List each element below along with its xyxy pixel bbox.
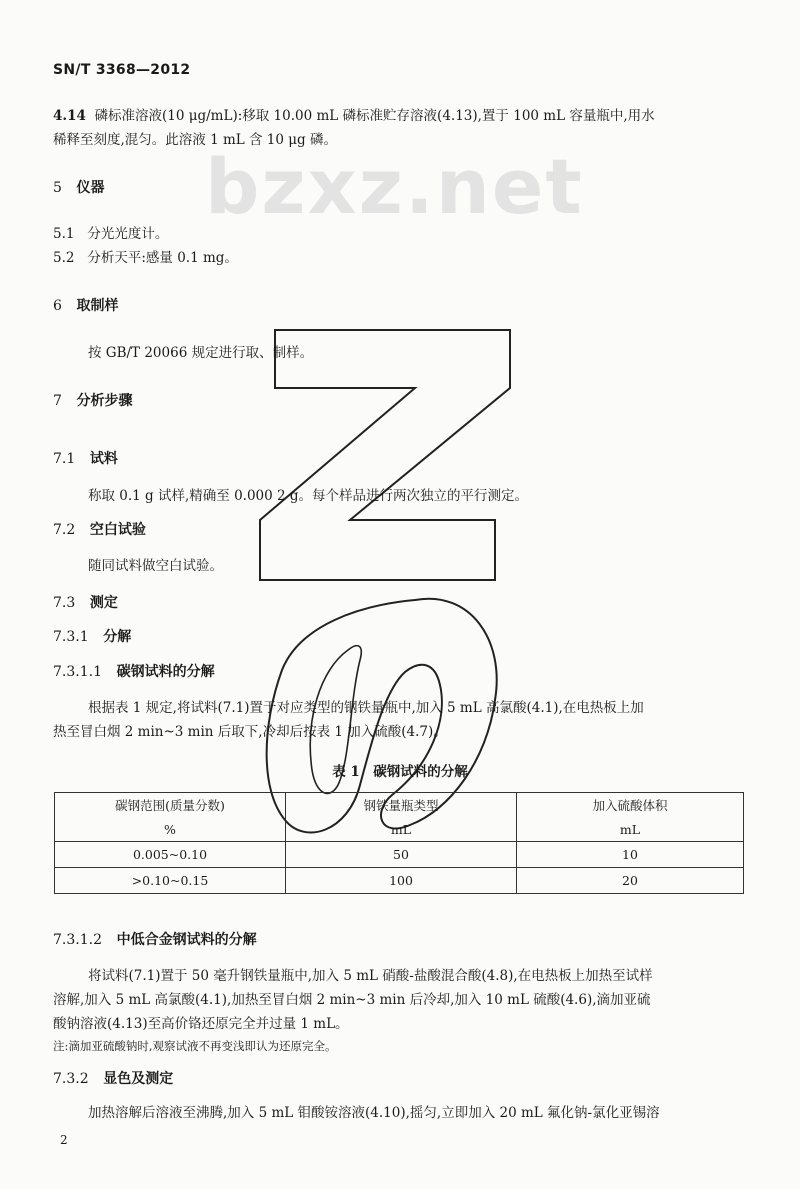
table-cell: 20	[517, 868, 744, 894]
section-number: 7	[53, 393, 62, 409]
section-number: 4.14	[53, 108, 86, 124]
header-unit-cell: mL	[517, 817, 744, 842]
section-number: 7.3.1.2	[53, 932, 102, 948]
section-number: 7.2	[53, 522, 76, 538]
section-7-2-heading	[53, 519, 146, 539]
para-7-2: 随同试料做空白试验。	[88, 558, 223, 574]
table-title: 表 1 碳钢试料的分解	[332, 764, 468, 780]
table-cell: 50	[286, 842, 517, 868]
section-title: 碳钢试料的分解	[116, 664, 215, 680]
header-cell: 钢铁量瓶类型	[286, 793, 517, 818]
table-cell: 100	[286, 868, 517, 894]
para-7-3-1-1-line1: 根据表 1 规定,将试料(7.1)置于对应类型的钢铁量瓶中,加入 5 mL 高氯酸(4.1),在电热板上加	[88, 700, 644, 716]
para-7-3-1-2-line1: 将试料(7.1)置于 50 毫升钢铁量瓶中,加入 5 mL 硝酸-盐酸混合酸(4.8),在电热板上加热至试样	[88, 968, 653, 984]
para-4-14-line1	[53, 106, 655, 126]
item-text: 分析天平:感量 0.1 mg。	[87, 250, 238, 266]
section-7-1-heading	[53, 448, 118, 468]
section-number: 5	[53, 180, 62, 196]
para-7-3-2-line1: 加热溶解后溶液至沸腾,加入 5 mL 钼酸铵溶液(4.10),摇匀,立即加入 20 mL 氟化钠-氯化亚锡溶	[88, 1105, 660, 1121]
section-title: 测定	[89, 595, 118, 611]
para-7-3-1-2-line2: 溶解,加入 5 mL 高氯酸(4.1),加热至冒白烟 2 min~3 min 后冷却,加入 10 mL 硫酸(4.6),滴加亚硫	[53, 992, 651, 1008]
para-4-14-line2: 稀释至刻度,混匀。此溶液 1 mL 含 10 μg 磷。	[53, 132, 337, 148]
section-number: 7.1	[53, 451, 76, 467]
section-title: 仪器	[76, 180, 105, 196]
table-row	[55, 868, 744, 894]
section-number: 7.3.1.1	[53, 664, 102, 680]
table-cell: 0.005~0.10	[55, 842, 286, 868]
section-7-3-1-1-heading	[53, 661, 215, 681]
section-title: 空白试验	[89, 522, 146, 538]
table-cell: 10	[517, 842, 744, 868]
para-6: 按 GB/T 20066 规定进行取、制样。	[88, 345, 314, 361]
section-7-3-1-2-heading	[53, 929, 257, 949]
header-unit-cell: %	[55, 817, 286, 842]
table-cell: >0.10~0.15	[55, 868, 286, 894]
header-unit-cell: mL	[286, 817, 517, 842]
section-number: 7.3	[53, 595, 76, 611]
item-text: 分光光度计。	[87, 226, 169, 242]
section-7-3-1-heading	[53, 626, 131, 646]
section-number: 7.3.1	[53, 629, 89, 645]
table-header-unit-row	[55, 817, 744, 842]
section-title: 中低合金钢试料的分解	[116, 932, 257, 948]
header-cell: 碳钢范围(质量分数)	[55, 793, 286, 818]
para-7-1: 称取 0.1 g 试样,精确至 0.000 2 g。每个样品进行两次独立的平行测定。	[88, 488, 529, 504]
para-7-3-1-2-line3: 酸钠溶液(4.13)至高价铬还原完全并过量 1 mL。	[53, 1016, 349, 1032]
item-number: 5.1	[53, 226, 75, 242]
note: 注:滴加亚硫酸钠时,观察试液不再变浅即认为还原完全。	[53, 1039, 337, 1053]
para-7-3-1-1-line2: 热至冒白烟 2 min~3 min 后取下,冷却后按表 1 加入硫酸(4.7)。	[53, 724, 447, 740]
section-5-heading	[53, 177, 105, 197]
doc-id: SN/T 3368—2012	[53, 62, 191, 78]
section-title: 试料	[89, 451, 118, 467]
item-5-2	[53, 248, 238, 268]
section-number: 7.3.2	[53, 1071, 89, 1087]
section-6-heading	[53, 295, 119, 315]
header-cell: 加入硫酸体积	[517, 793, 744, 818]
section-title: 显色及测定	[103, 1071, 174, 1087]
section-title: 分解	[103, 629, 132, 645]
decomposition-table	[54, 792, 744, 894]
item-5-1	[53, 224, 168, 244]
page-number: 2	[60, 1133, 68, 1147]
watermark-text: bzxz.net	[205, 142, 584, 231]
section-number: 6	[53, 298, 62, 314]
section-7-3-2-heading	[53, 1068, 173, 1088]
section-title: 取制样	[76, 298, 119, 314]
section-7-heading	[53, 390, 133, 410]
para-text: 磷标准溶液(10 μg/mL):移取 10.00 mL 磷标准贮存溶液(4.13),置于 100 mL 容量瓶中,用水	[94, 108, 655, 124]
item-number: 5.2	[53, 250, 75, 266]
table-header-row	[55, 793, 744, 818]
section-7-3-heading	[53, 592, 118, 612]
section-title: 分析步骤	[76, 393, 133, 409]
table-row	[55, 842, 744, 868]
